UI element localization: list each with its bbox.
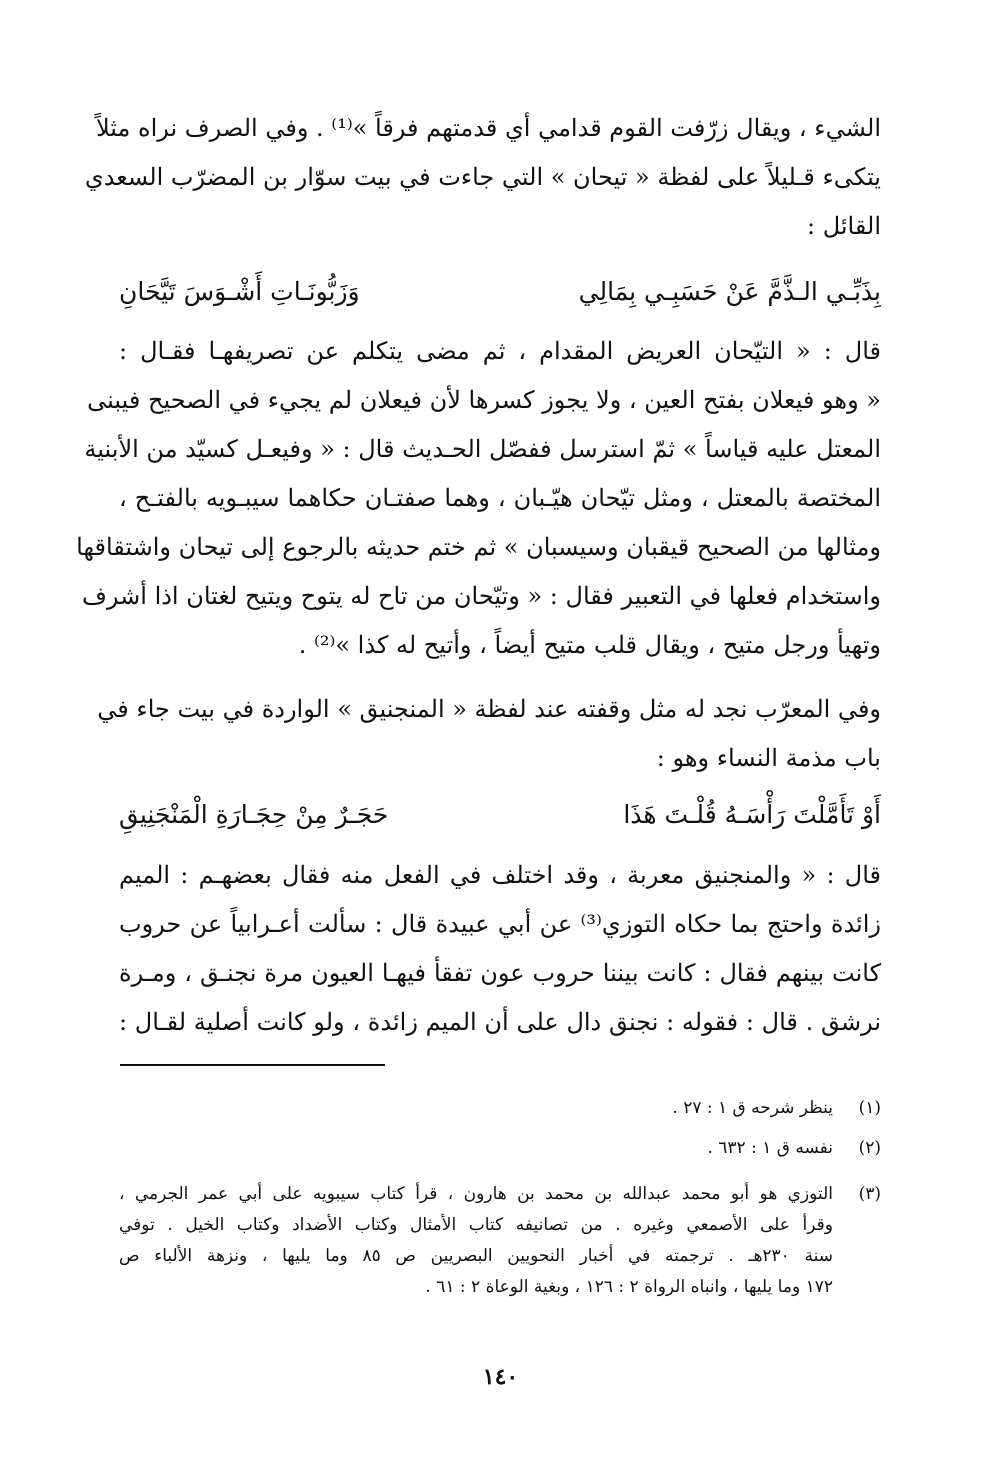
footnote-number: (٢) bbox=[858, 1138, 881, 1158]
body-line: يتكىء قـليلاً على لفظة « تيحان » التي جاءت في بيت سوّار بن المضرّب السعدي bbox=[84, 163, 881, 191]
footnote-continuation: سنة ٢٣٠هـ . ترجمته في أخبار النحويين البصريين ص ٨٥ وما يليها ، ونزهة الألباء ص bbox=[119, 1246, 834, 1266]
verse-first-hemistich: بِذَبِّـي الـذَّمَّ عَنْ حَسَبِـي بِمَالِي bbox=[578, 277, 881, 306]
body-line: كانت بينهم فقال : كانت بيننا حروب عون تفقأ فيهـا العيون مرة نجنـق ، ومـرة bbox=[119, 959, 881, 987]
body-line: نرشق . قال : فقوله : نجنق دال على أن الميم زائدة ، ولو كانت أصلية لقـال : bbox=[119, 1008, 881, 1036]
body-line: المعتل عليه قياساً » ثمّ استرسل ففصّل الحـديث قال : « وفيعـل كسيّد من الأبنية bbox=[84, 435, 881, 463]
body-line: « وهو فيعلان بفتح العين ، ولا يجوز كسرها لأن فيعلان لم يجيء في الصحيح فيبنى bbox=[87, 386, 881, 414]
footnote bbox=[119, 1094, 881, 1122]
footnote-text: التوزي هو أبو محمد عبدالله بن محمد بن هارون ، قرأ كتاب سيبويه على أبي عمر الجرمي ، bbox=[119, 1184, 833, 1204]
footnote-continuation: ١٧٢ وما يليها ، وانباه الرواة ٢ : ١٢٦ ، وبغية الوعاة ٢ : ٦١ . bbox=[425, 1277, 833, 1297]
footnote-number: (٣) bbox=[858, 1184, 881, 1204]
body-line: وتهيأ ورجل متيح ، ويقال قلب متيح أيضاً ، وأتيح له كذا »⁽²⁾ . bbox=[298, 631, 881, 659]
body-line: باب مذمة النساء وهو : bbox=[656, 744, 881, 772]
body-line: قال : « والمنجنيق معربة ، وقد اختلف في الفعل منه فقال بعضهـم : الميم bbox=[119, 861, 881, 889]
verse-line bbox=[119, 272, 881, 312]
body-line: زائدة واحتج بما حكاه التوزي⁽³⁾ عن أبي عبيدة قال : سألت أعـرابياً عن حروب bbox=[119, 910, 881, 938]
footnote-number: (١) bbox=[858, 1098, 881, 1118]
body-line: المختصة بالمعتل ، ومثل تيّحان هيّـبان ، وهما صفتـان حكاهما سيبـويه بالفتـح ، bbox=[119, 484, 881, 512]
footnote bbox=[119, 1180, 881, 1208]
footnote-continuation: وقرأ على الأصمعي وغيره . من تصانيفه كتاب الأمثال وكتاب الأضداد وكتاب الخيل . توفي bbox=[119, 1215, 833, 1235]
page-number: ١٤٠ bbox=[482, 1364, 519, 1390]
footnote-text: ينظر شرحه ق ١ : ٢٧ . bbox=[672, 1098, 833, 1118]
body-line: وفي المعرّب نجد له مثل وقفته عند لفظة « المنجنيق » الواردة في بيت جاء في bbox=[97, 695, 881, 723]
footnote-separator bbox=[120, 1064, 385, 1066]
verse-first-hemistich: أَوْ تَأَمَّلْتَ رَأْسَـهُ قُلْـتَ هَذَا bbox=[623, 800, 881, 829]
body-line: القائل : bbox=[806, 212, 881, 240]
verse-line bbox=[119, 795, 881, 835]
verse-second-hemistich: حَجَـرٌ مِنْ حِجَـارَةِ الْمَنْجَنِيقِ bbox=[119, 800, 389, 829]
body-line: قال : « التيّحان العريض المقدام ، ثم مضى يتكلم عن تصريفهـا فقـال : bbox=[119, 337, 881, 365]
body-line: الشيء ، ويقال زرّفت القوم قدامي أي قدمتهم فرقاً »⁽¹⁾ . وفي الصرف نراه مثلاً bbox=[95, 114, 881, 142]
body-line: واستخدام فعلها في التعبير فقال : « وتيّحان من تاح له يتوح ويتيح لغتان اذا أشرف bbox=[82, 582, 881, 610]
verse-second-hemistich: وَزَبُّونَـاتِ أَشْـوَسَ تَيَّحَانِ bbox=[119, 277, 360, 306]
body-line: ومثالها من الصحيح قيقبان وسيسبان » ثم ختم حديثه بالرجوع إلى تيحان واشتقاقها bbox=[76, 533, 881, 561]
footnote bbox=[119, 1134, 881, 1162]
footnote-text: نفسه ق ١ : ٦٣٢ . bbox=[707, 1138, 833, 1158]
